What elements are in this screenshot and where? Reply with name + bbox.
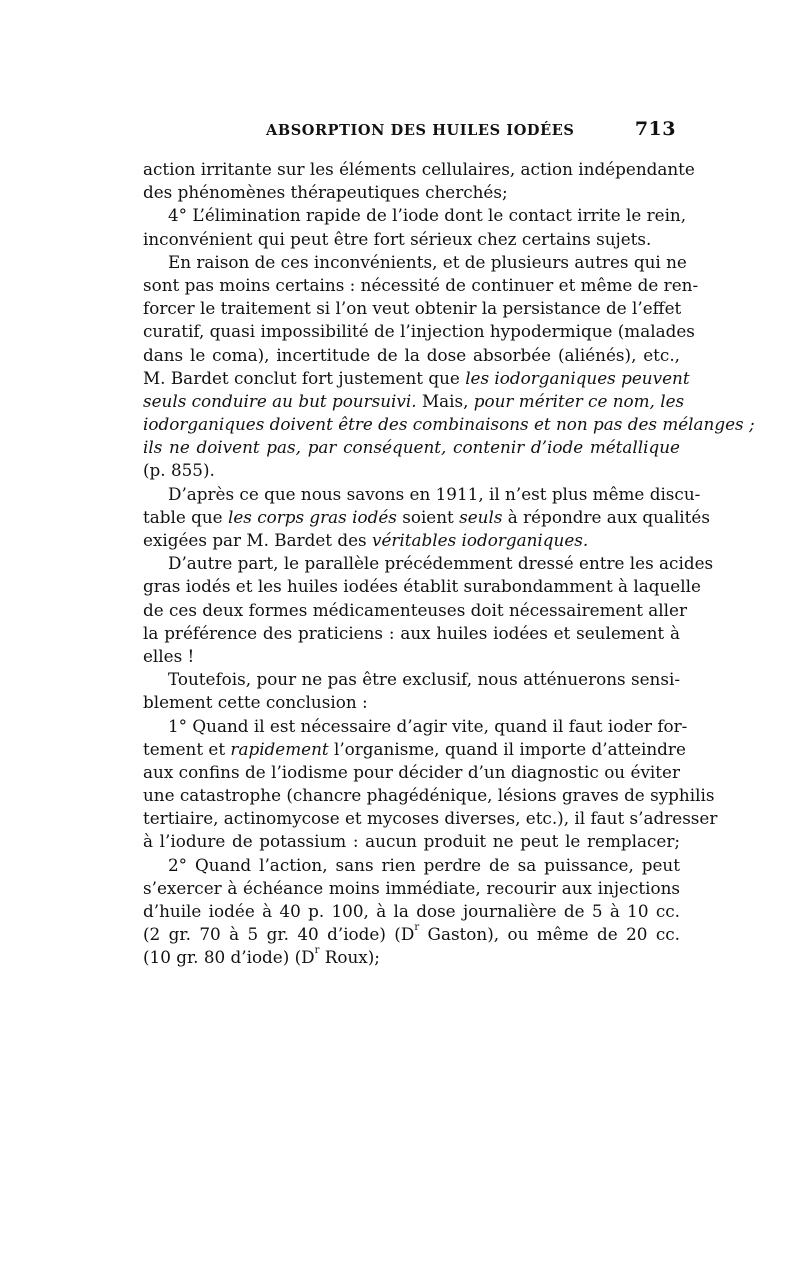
text-line: tertiaire, actinomycose et mycoses diverses, etc.), il faut s’adresser (143, 808, 718, 829)
text-line (143, 367, 690, 390)
italic-text: les iodorganiques peuvent (465, 367, 690, 388)
text-line: s’exercer à échéance moins immédiate, recourir aux injections (143, 877, 680, 898)
text-line: action irritante sur les éléments cellulaires, action indépendante (143, 159, 695, 179)
superscript-text: r (414, 922, 420, 934)
text-line: D’après ce que nous savons en 1911, il n’est plus même discu- (168, 483, 701, 504)
text-line: d’huile iodée à 40 p. 100, à la dose journalière de 5 à 10 cc. (143, 901, 680, 921)
italic-text: seuls (459, 506, 503, 527)
text-line: 2° Quand l’action, sans rien perdre de sa puissance, peut (168, 854, 680, 875)
text-line (143, 413, 755, 436)
text-line: forcer le traitement si l’on veut obtenir la persistance de l’effet (143, 298, 682, 319)
text-segment: M. Bardet conclut fort justement que (143, 367, 466, 388)
text-line: des phénomènes thérapeutiques cherchés; (143, 182, 508, 203)
italic-text: ils ne doivent pas, par conséquent, contenir d’iode métallique (143, 437, 680, 458)
text-segment: (2 gr. 70 à 5 gr. 40 d’iode) (D (143, 924, 415, 945)
text-line: inconvénient qui peut être fort sérieux chez certains sujets. (143, 228, 652, 249)
superscript-text: r (314, 945, 320, 957)
text-line: de ces deux formes médicamenteuses doit nécessairement aller (143, 599, 687, 620)
italic-text: rapidement (230, 738, 329, 759)
text-line: la préférence des praticiens : aux huiles iodées et seulement à (143, 622, 680, 643)
text-line: à l’iodure de potassium : aucun produit ne peut le remplacer; (143, 831, 680, 852)
text-segment: l’organisme, quand il importe d’atteindre (328, 738, 686, 759)
text-line: elles ! (143, 645, 195, 666)
text-segment: tement et (143, 738, 231, 759)
text-line: sont pas moins certains : nécessité de continuer et même de ren- (143, 274, 699, 295)
text-line: 4° L’élimination rapide de l’iode dont le contact irrite le rein, (168, 205, 687, 226)
text-line: blement cette conclusion : (143, 692, 368, 713)
text-line: En raison de ces inconvénients, et de plusieurs autres qui ne (168, 251, 687, 272)
text-line (143, 390, 685, 413)
italic-text: seuls conduire au but poursuivi. (143, 390, 417, 411)
text-line: dans le coma), incertitude de la dose absorbée (aliénés), etc., (143, 344, 680, 365)
text-line (143, 529, 680, 552)
text-line: gras iodés et les huiles iodées établit surabondamment à laquelle (143, 576, 701, 597)
italic-text: véritables iodorganiques. (372, 530, 589, 550)
italic-text: iodorganiques doivent être des combinaisons et non pas des mélanges ; (143, 414, 755, 435)
text-line (143, 715, 688, 738)
text-segment: table que (143, 506, 228, 527)
page-number: 713 (634, 118, 676, 140)
text-line: Toutefois, pour ne pas être exclusif, nous atténuerons sensi- (168, 669, 680, 690)
text-line (143, 923, 680, 946)
text-segment: exigées par M. Bardet des (143, 530, 372, 550)
running-title: ABSORPTION DES HUILES IODÉES (266, 122, 575, 139)
text-segment: (10 gr. 80 d’iode) (D (143, 947, 315, 968)
text-segment: à répondre aux qualités (502, 506, 710, 527)
text-line: aux confins de l’iodisme pour décider d’un diagnostic ou éviter (143, 761, 680, 782)
text-line: curatif, quasi impossibilité de l’injection hypodermique (malades (143, 321, 695, 342)
text-segment: 1° Quand il est nécessaire d’agir vite, quand il faut ioder for- (168, 715, 688, 736)
text-line (143, 738, 686, 761)
text-line: une catastrophe (chancre phagédénique, lésions graves de syphilis (143, 785, 715, 806)
text-segment: soient (396, 506, 460, 527)
text-segment: Gaston), ou même de 20 cc. (419, 924, 680, 945)
text-line (143, 436, 680, 459)
text-segment: Mais, (416, 390, 474, 411)
text-line (143, 506, 710, 529)
text-segment: Roux); (319, 947, 380, 968)
text-line: D’autre part, le parallèle précédemment dressé entre les acides (168, 553, 714, 574)
text-line: (p. 855). (143, 460, 215, 481)
text-line (143, 946, 680, 969)
italic-text: les corps gras iodés (227, 506, 397, 527)
italic-text: pour mériter ce nom, les (473, 390, 685, 411)
running-head (140, 118, 680, 148)
body-text (143, 158, 755, 970)
